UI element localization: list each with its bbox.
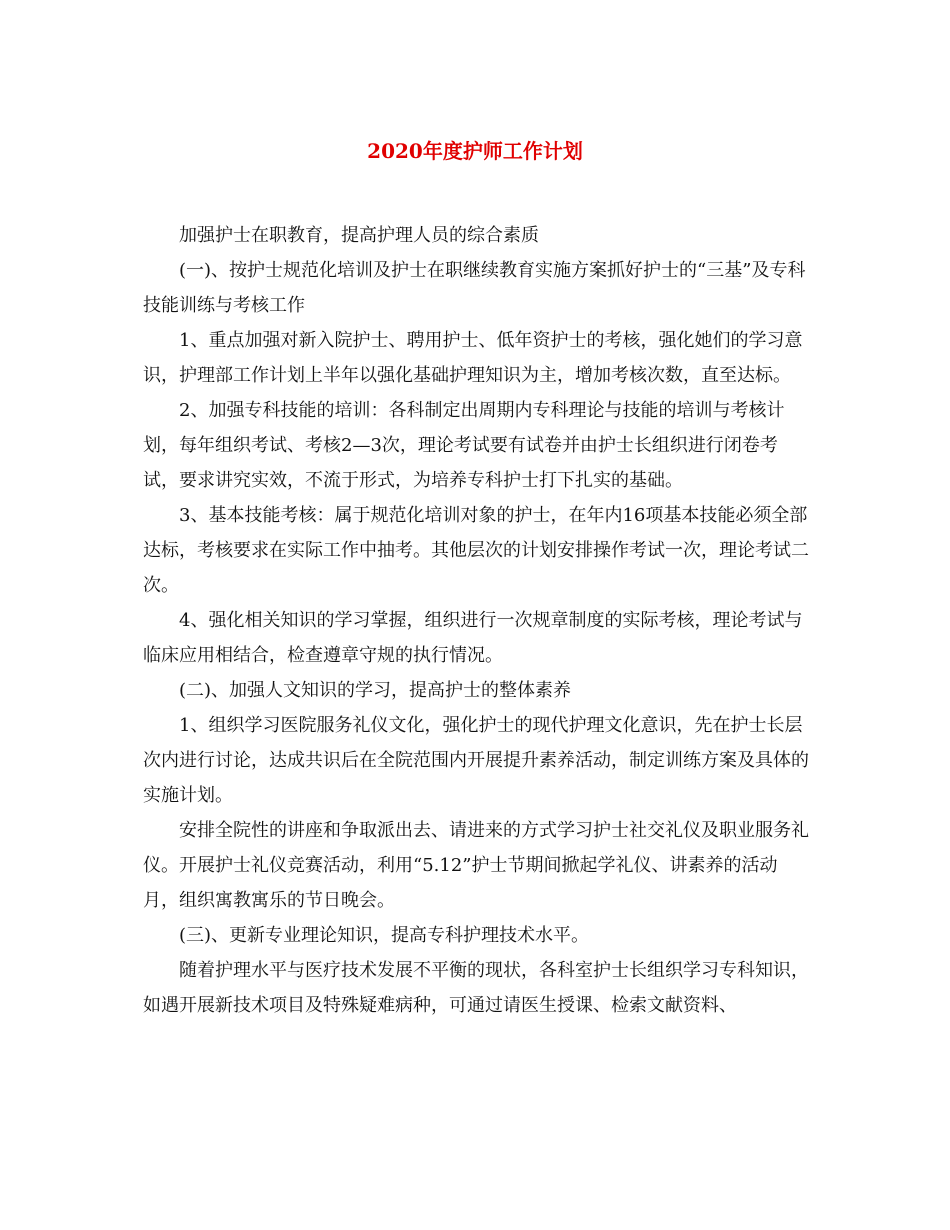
paragraph-1-4: 4、强化相关知识的学习掌握，组织进行一次规章制度的实际考核，理论考试与临床应用相结合，检查遵章守规的执行情况。 xyxy=(143,610,803,666)
paragraph-2-1: 1、组织学习医院服务礼仪文化，强化护士的现代护理文化意识，先在护士长层次内进行讨论，达成共识后在全院范围内开展提升素养活动，制定训练方案及具体的实施计划。 xyxy=(143,715,809,806)
paragraph-section-3-heading: (三)、更新专业理论知识，提高专科护理技术水平。 xyxy=(179,925,590,946)
paragraph-section-2-heading: (二)、加强人文知识的学习，提高护士的整体素养 xyxy=(179,680,572,701)
paragraph-1-1: 1、重点加强对新入院护士、聘用护士、低年资护士的考核，强化她们的学习意识，护理部工作计划上半年以强化基础护理知识为主，增加考核次数，直至达标。 xyxy=(143,330,803,386)
paragraph-section-1-heading: (一)、按护士规范化培训及护士在职继续教育实施方案抓好护士的“三基”及专科技能训练与考核工作 xyxy=(143,260,806,316)
paragraph-1-2: 2、加强专科技能的培训：各科制定出周期内专科理论与技能的培训与考核计划，每年组织考试、考核2—3次，理论考试要有试卷并由护士长组织进行闭卷考试，要求讲究实效，不流于形式，为培养专科护士打下扎实的基础。 xyxy=(143,400,785,491)
paragraph-intro: 加强护士在职教育，提高护理人员的综合素质 xyxy=(179,225,539,246)
paragraph-1-3: 3、基本技能考核：属于规范化培训对象的护士，在年内16项基本技能必须全部达标，考核要求在实际工作中抽考。其他层次的计划安排操作考试一次，理论考试二次。 xyxy=(143,505,809,596)
paragraph-2-2: 安排全院性的讲座和争取派出去、请进来的方式学习护士社交礼仪及职业服务礼仪。开展护士礼仪竞赛活动，利用“5.12”护士节期间掀起学礼仪、讲素养的活动月，组织寓教寓乐的节日晚会。 xyxy=(143,820,809,911)
document-body xyxy=(143,218,809,1023)
paragraph-3-1: 随着护理水平与医疗技术发展不平衡的现状，各科室护士长组织学习专科知识，如遇开展新技术项目及特殊疑难病种，可通过请医生授课、检索文献资料、 xyxy=(143,960,809,1016)
document-title: 2020年度护师工作计划 xyxy=(367,139,583,163)
